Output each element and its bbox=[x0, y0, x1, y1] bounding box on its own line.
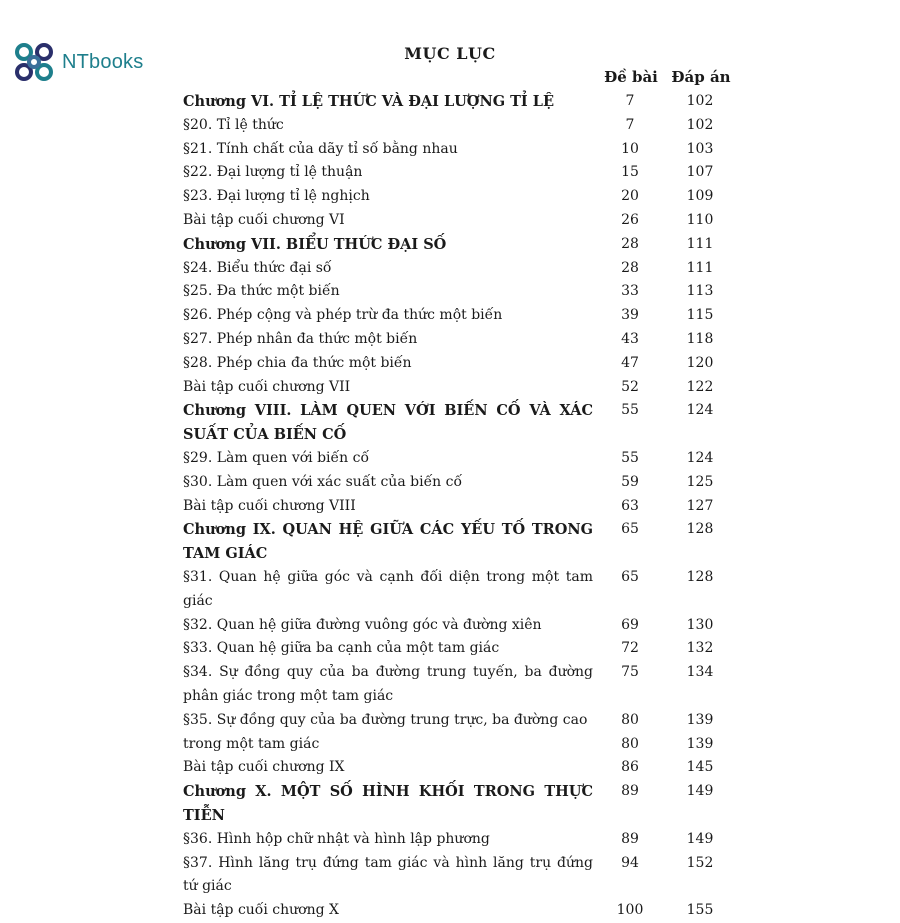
toc-page-de-bai: 69 bbox=[621, 616, 639, 633]
toc-entry-title: Chương VII. BIỂU THỨC ĐẠI SỐ bbox=[183, 235, 447, 253]
toc-page-dap-an: 139 bbox=[686, 735, 714, 752]
toc-chapter-row bbox=[183, 233, 743, 257]
toc-page-de-bai: 39 bbox=[621, 307, 639, 324]
toc-entry-title: §33. Quan hệ giữa ba cạnh của một tam giác bbox=[183, 640, 500, 657]
toc-page-dap-an: 155 bbox=[686, 902, 714, 919]
toc-page-dap-an: 118 bbox=[686, 330, 714, 347]
toc-page-de-bai: 7 bbox=[625, 116, 635, 133]
toc-entry-title: §31. Quan hệ giữa góc và cạnh đối diện trong một tam giác bbox=[183, 568, 593, 609]
toc-entry-title: §30. Làm quen với xác suất của biến cố bbox=[183, 473, 463, 490]
toc-page-dap-an: 127 bbox=[686, 497, 714, 514]
toc-row bbox=[183, 733, 743, 757]
toc-entry-title: Chương IX. QUAN HỆ GIỮA CÁC YẾU TỐ TRONG TAM GIÁC bbox=[183, 521, 593, 563]
toc-page-dap-an: 149 bbox=[686, 783, 714, 800]
toc-entry-title: §35. Sự đồng quy của ba đường trung trực, ba đường cao bbox=[183, 711, 588, 728]
toc-entry-title: Chương VIII. LÀM QUEN VỚI BIẾN CỐ VÀ XÁC SUẤT CỦA BIẾN CỐ bbox=[183, 402, 593, 444]
toc-entry-title: §28. Phép chia đa thức một biến bbox=[183, 354, 412, 371]
toc-row bbox=[183, 447, 743, 471]
toc-page-de-bai: 80 bbox=[621, 735, 639, 752]
toc-page-dap-an: 111 bbox=[686, 259, 714, 276]
toc-page-dap-an: 124 bbox=[686, 402, 714, 419]
toc-entry-title: Chương X. MỘT SỐ HÌNH KHỐI TRONG THỰC TIỄN bbox=[183, 783, 593, 824]
toc-row bbox=[183, 114, 743, 138]
toc-page-de-bai: 28 bbox=[621, 259, 639, 276]
toc-row bbox=[183, 352, 743, 376]
toc-page-dap-an: 152 bbox=[686, 854, 714, 871]
toc-page-de-bai: 43 bbox=[621, 330, 639, 347]
toc-page-de-bai: 65 bbox=[621, 521, 639, 538]
table-of-contents bbox=[183, 90, 743, 923]
toc-entry-title: Bài tập cuối chương VIII bbox=[183, 497, 356, 514]
toc-entry-title: §29. Làm quen với biến cố bbox=[183, 449, 370, 466]
toc-page-dap-an: 132 bbox=[686, 640, 714, 657]
toc-page-de-bai: 10 bbox=[621, 140, 639, 157]
toc-row bbox=[183, 495, 743, 519]
toc-row bbox=[183, 328, 743, 352]
toc-page-de-bai: 59 bbox=[621, 473, 639, 490]
toc-page-dap-an: 110 bbox=[686, 211, 714, 228]
toc-page-de-bai: 72 bbox=[621, 640, 639, 657]
toc-row bbox=[183, 376, 743, 400]
toc-page-dap-an: 120 bbox=[686, 354, 714, 371]
toc-page-dap-an: 109 bbox=[686, 188, 714, 205]
toc-entry-title: §22. Đại lượng tỉ lệ thuận bbox=[183, 164, 363, 181]
toc-page-de-bai: 94 bbox=[621, 854, 639, 871]
toc-entry-title: Chương VI. TỈ LỆ THỨC VÀ ĐẠI LƯỢNG TỈ LỆ bbox=[183, 93, 554, 110]
toc-page-de-bai: 63 bbox=[621, 497, 639, 514]
toc-page-dap-an: 122 bbox=[686, 378, 714, 395]
toc-page-dap-an: 113 bbox=[686, 283, 714, 300]
toc-row bbox=[183, 637, 743, 661]
toc-page-de-bai: 65 bbox=[621, 568, 639, 585]
toc-row bbox=[183, 614, 743, 638]
toc-page-dap-an: 134 bbox=[686, 664, 714, 681]
toc-row bbox=[183, 138, 743, 162]
toc-page-de-bai: 20 bbox=[621, 188, 639, 205]
toc-page-dap-an: 107 bbox=[686, 164, 714, 181]
toc-entry-title: Bài tập cuối chương VI bbox=[183, 211, 345, 228]
toc-entry-title: Bài tập cuối chương VII bbox=[183, 378, 351, 395]
toc-row bbox=[183, 661, 743, 709]
toc-page-dap-an: 111 bbox=[686, 235, 714, 252]
toc-row bbox=[183, 257, 743, 281]
toc-page-de-bai: 47 bbox=[621, 354, 639, 371]
toc-page-dap-an: 125 bbox=[686, 473, 714, 490]
toc-entry-title: §27. Phép nhân đa thức một biến bbox=[183, 330, 418, 347]
toc-row bbox=[183, 161, 743, 185]
toc-page-de-bai: 15 bbox=[621, 164, 639, 181]
toc-entry-title: Bài tập cuối chương IX bbox=[183, 759, 345, 776]
column-header-dap-an: Đáp án bbox=[671, 68, 731, 86]
toc-page-de-bai: 26 bbox=[621, 211, 639, 228]
toc-chapter-row bbox=[183, 780, 743, 828]
column-header-de-bai: Đề bài bbox=[604, 68, 658, 86]
toc-entry-title: §36. Hình hộp chữ nhật và hình lập phương bbox=[183, 830, 490, 847]
toc-row bbox=[183, 709, 743, 733]
toc-page-de-bai: 55 bbox=[621, 449, 639, 466]
toc-row bbox=[183, 471, 743, 495]
toc-page-dap-an: 128 bbox=[686, 521, 714, 538]
toc-row bbox=[183, 209, 743, 233]
toc-page-de-bai: 33 bbox=[621, 283, 639, 300]
toc-entry-title: §34. Sự đồng quy của ba đường trung tuyến, ba đường phân giác trong một tam giác bbox=[183, 664, 593, 704]
toc-chapter-row bbox=[183, 518, 743, 566]
toc-row bbox=[183, 566, 743, 614]
toc-page-de-bai: 80 bbox=[621, 711, 639, 728]
toc-row bbox=[183, 304, 743, 328]
toc-page-dap-an: 102 bbox=[686, 93, 714, 109]
toc-page-de-bai: 89 bbox=[621, 830, 639, 847]
page-title: MỤC LỤC bbox=[404, 44, 496, 63]
toc-page-de-bai: 55 bbox=[621, 402, 639, 419]
toc-page-dap-an: 145 bbox=[686, 759, 714, 776]
toc-entry-title: §32. Quan hệ giữa đường vuông góc và đường xiên bbox=[183, 616, 542, 633]
toc-chapter-row bbox=[183, 399, 743, 447]
toc-entry-title: §21. Tính chất của dãy tỉ số bằng nhau bbox=[183, 140, 458, 157]
toc-page-dap-an: 128 bbox=[686, 568, 714, 585]
toc-page-de-bai: 86 bbox=[621, 759, 639, 776]
toc-page-dap-an: 149 bbox=[686, 830, 714, 847]
toc-chapter-row bbox=[183, 90, 743, 114]
toc-page-dap-an: 102 bbox=[686, 116, 714, 133]
toc-entry-title: §25. Đa thức một biến bbox=[183, 283, 340, 300]
toc-page-dap-an: 103 bbox=[686, 140, 714, 157]
toc-row bbox=[183, 756, 743, 780]
toc-entry-title: §24. Biểu thức đại số bbox=[183, 259, 332, 276]
toc-row bbox=[183, 899, 743, 923]
toc-page-dap-an: 130 bbox=[686, 616, 714, 633]
toc-entry-title: §20. Tỉ lệ thức bbox=[183, 116, 284, 133]
toc-row bbox=[183, 280, 743, 304]
toc-entry-title: §26. Phép cộng và phép trừ đa thức một biến bbox=[183, 307, 503, 324]
toc-page-dap-an: 139 bbox=[686, 711, 714, 728]
toc-page-de-bai: 100 bbox=[616, 902, 644, 919]
toc-page-de-bai: 89 bbox=[621, 783, 639, 800]
toc-page-de-bai: 7 bbox=[625, 93, 635, 109]
toc-row bbox=[183, 185, 743, 209]
toc-entry-title: §37. Hình lăng trụ đứng tam giác và hình lăng trụ đứng tứ giác bbox=[183, 854, 593, 895]
toc-row bbox=[183, 828, 743, 852]
toc-page-de-bai: 52 bbox=[621, 378, 639, 395]
toc-page-dap-an: 115 bbox=[686, 307, 714, 324]
toc-page-de-bai: 28 bbox=[621, 235, 639, 252]
toc-entry-title: Bài tập cuối chương X bbox=[183, 902, 339, 919]
toc-row bbox=[183, 852, 743, 900]
toc-page-de-bai: 75 bbox=[621, 664, 639, 681]
toc-page-dap-an: 124 bbox=[686, 449, 714, 466]
toc-entry-title: §23. Đại lượng tỉ lệ nghịch bbox=[183, 188, 370, 205]
brand-name: NTbooks bbox=[62, 50, 144, 73]
toc-entry-title: trong một tam giác bbox=[183, 735, 320, 752]
